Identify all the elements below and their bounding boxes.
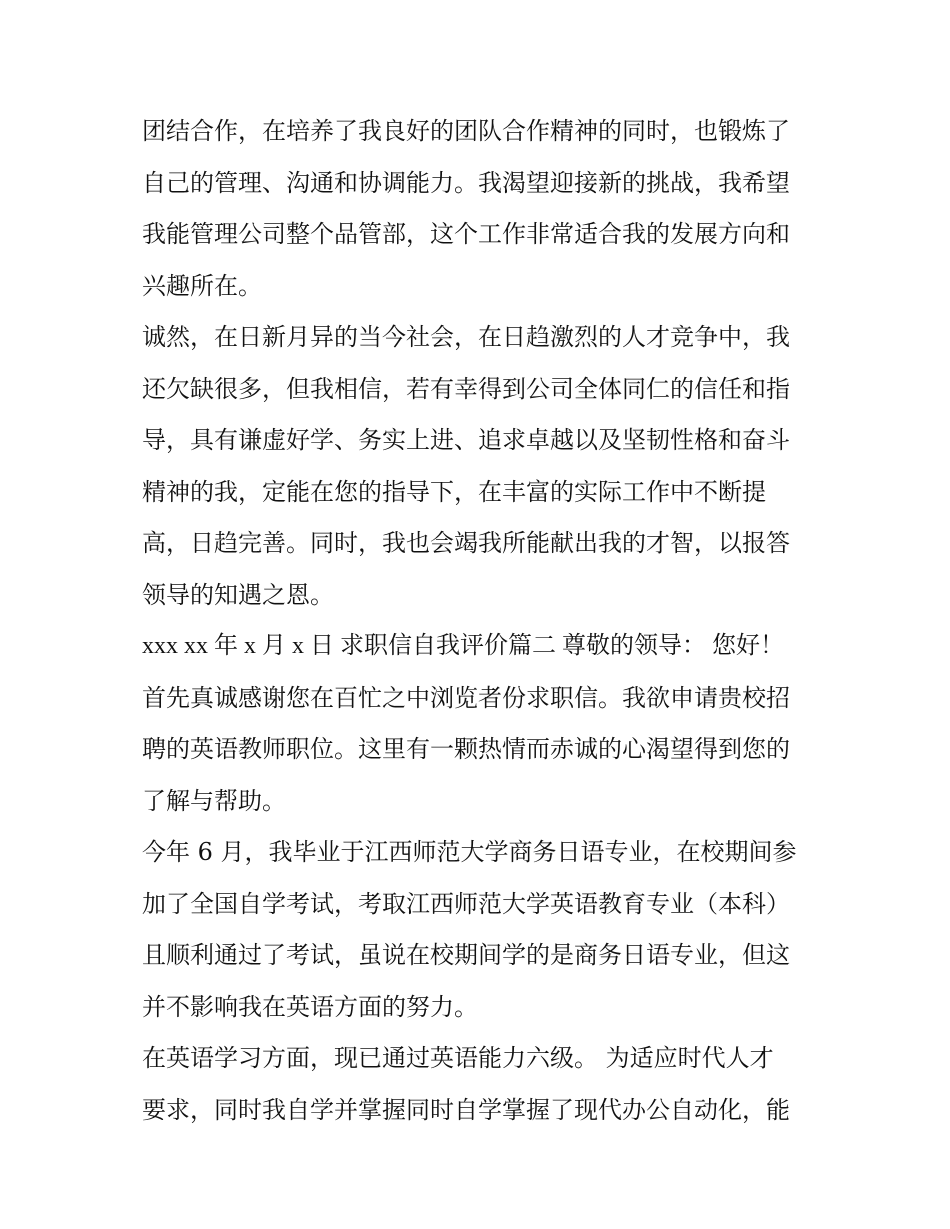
text-line: 精神的我，定能在您的指导下，在丰富的实际工作中不断提 [142,477,766,506]
text-line: 并不影响我在英语方面的努力。 [142,992,478,1021]
text-line: 自己的管理、沟通和协调能力。我渴望迎接新的挑战，我希望 [142,168,790,197]
document-body [142,106,822,1136]
text-line: 加了全国自学考试，考取江西师范大学英语教育专业（本科） [142,889,790,918]
text-line: 聘的英语教师职位。这里有一颗热情而赤诚的心渴望得到您的 [142,735,790,763]
text-line: 高，日趋完善。同时，我也会竭我所能献出我的才智，以报答 [142,529,790,557]
text-line: 首先真诚感谢您在百忙之中浏览者份求职信。我欲申请贵校招 [142,683,790,712]
text-line: 兴趣所在。 [142,271,262,300]
text-line: 了解与帮助。 [142,786,286,815]
text-line: 还欠缺很多，但我相信，若有幸得到公司全体同仁的信任和指 [142,374,790,403]
text-line: 今年 6 月，我毕业于江西师范大学商务日语专业，在校期间参 [142,838,797,866]
text-line: 在英语学习方面，现已通过英语能力六级。 为适应时代人才 [142,1044,774,1072]
text-line: 领导的知遇之恩。 [142,580,334,609]
text-line: 我能管理公司整个品管部，这个工作非常适合我的发展方向和 [142,220,790,248]
text-line: 团结合作，在培养了我良好的团队合作精神的同时，也锻炼了 [142,117,790,145]
text-line: 且顺利通过了考试，虽说在校期间学的是商务日语专业，但这 [142,941,790,969]
text-line: 要求，同时我自学并掌握同时自学掌握了现代办公自动化，能 [142,1095,790,1124]
text-line: 导，具有谦虚好学、务实上进、追求卓越以及坚韧性格和奋斗 [142,426,790,454]
text-line: 诚然，在日新月异的当今社会，在日趋激烈的人才竞争中，我 [142,323,790,351]
date-heading-line: xxx xx 年 x 月 x 日 求职信自我评价篇二 尊敬的领导： 您好！ [142,633,784,659]
